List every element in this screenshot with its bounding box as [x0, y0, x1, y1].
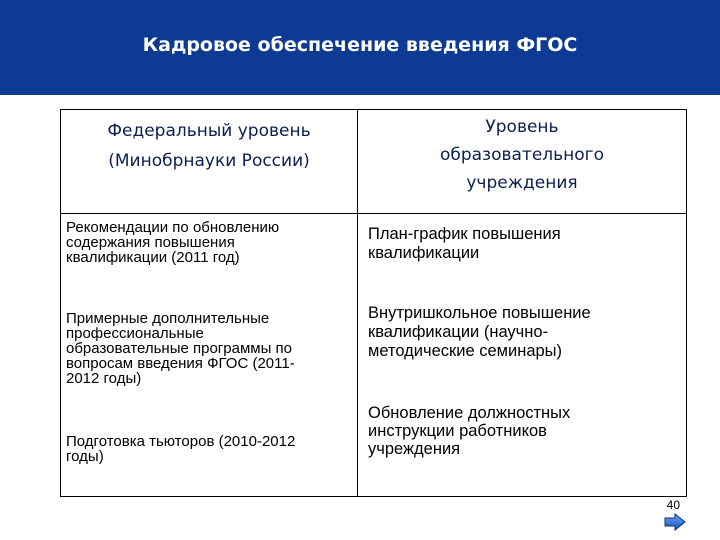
text-line: квалификации: [368, 244, 480, 262]
text-line: содержания повышения: [66, 234, 235, 251]
text-line: 2012 годы): [66, 370, 142, 387]
title-banner: [0, 0, 720, 95]
text-line: методические семинары): [368, 342, 563, 360]
heading-line: Уровень: [485, 117, 559, 137]
header-row-divider: [60, 213, 687, 214]
text-line: годы): [66, 448, 104, 465]
text-line: учреждения: [368, 440, 461, 458]
institution-item-instructions: [368, 404, 668, 458]
text-line: Внутришкольное повышение: [368, 304, 591, 322]
federal-item-programs: [66, 311, 351, 386]
page-number: 40: [666, 498, 680, 512]
text-line: Обновление должностных: [368, 404, 571, 422]
text-line: инструкции работников: [368, 422, 547, 440]
text-line: профессиональные: [66, 325, 204, 342]
heading-line: учреждения: [466, 173, 578, 193]
text-line: Рекомендации по обновлению: [66, 219, 280, 236]
text-line: квалификации (научно-: [368, 323, 549, 341]
text-line: Примерные дополнительные: [66, 310, 270, 327]
heading-line: Федеральный уровень: [107, 121, 311, 141]
federal-level-heading: [61, 116, 357, 176]
text-line: квалификации (2011 год): [66, 249, 240, 266]
next-arrow-icon[interactable]: [664, 513, 686, 531]
institution-item-seminars: [368, 304, 668, 361]
text-line: Подготовка тьюторов (2010-2012: [66, 433, 296, 450]
heading-line: образовательного: [439, 145, 605, 165]
heading-line: (Минобрнауки России): [108, 151, 310, 171]
slide-title: Кадровое обеспечение введения ФГОС: [142, 34, 578, 56]
text-line: вопросам введения ФГОС (2011-: [66, 355, 295, 372]
institution-level-heading: [358, 113, 686, 197]
text-line: План-график повышения: [368, 225, 561, 243]
federal-item-recommendations: [66, 220, 351, 265]
institution-item-schedule: [368, 225, 668, 263]
text-line: образовательные программы по: [66, 340, 293, 357]
federal-item-tutors: [66, 434, 351, 464]
